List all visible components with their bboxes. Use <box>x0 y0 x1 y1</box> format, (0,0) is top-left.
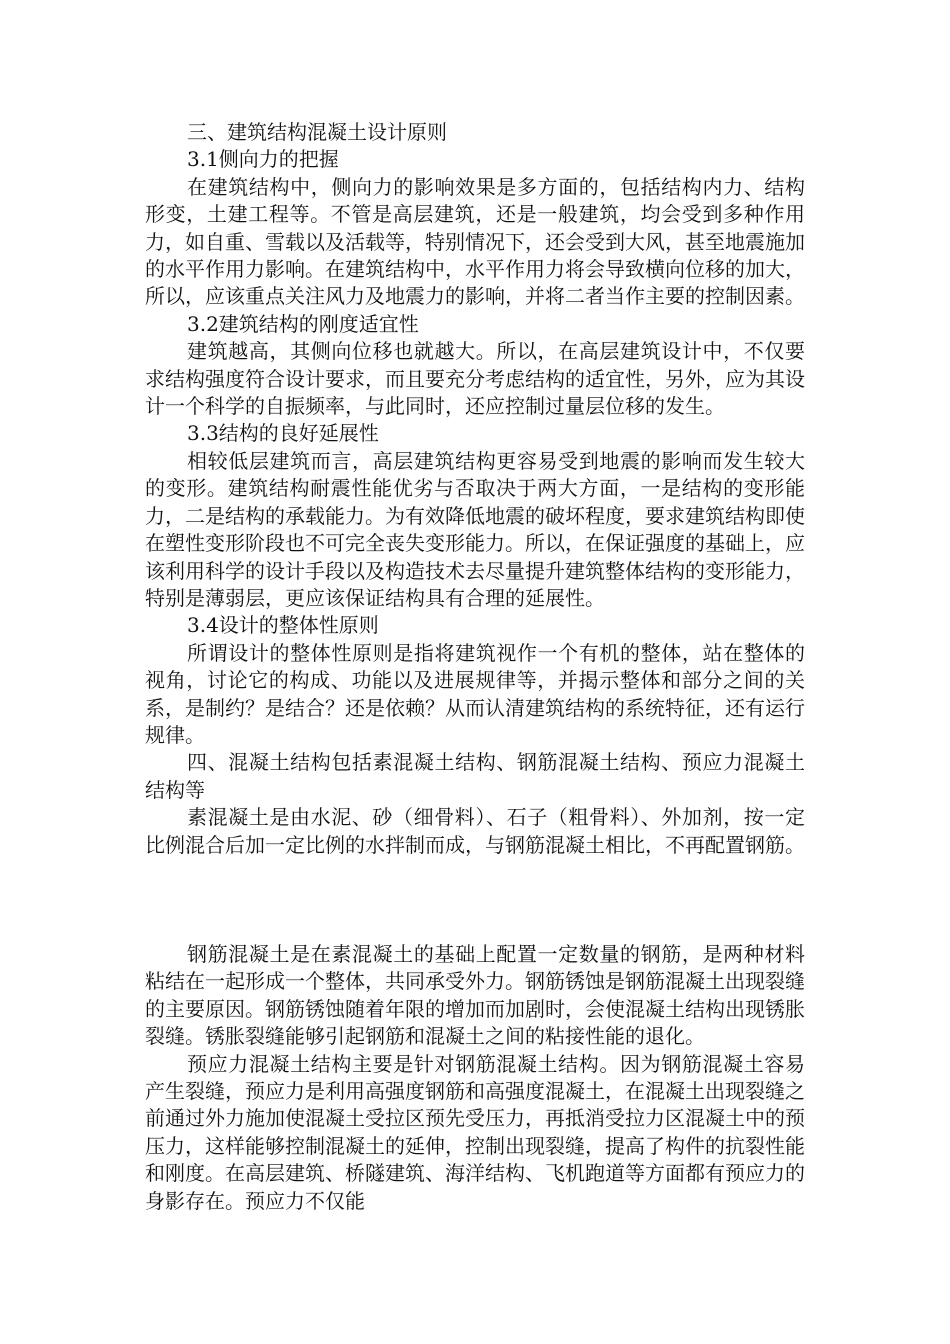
subsection-3-3-heading: 3.3结构的良好延展性 <box>187 421 379 446</box>
subsection-3-4-paragraph: 所谓设计的整体性原则是指将建筑视作一个有机的整体，站在整体的视角，讨论它的构成、功能以及进展规律等，并揭示整体和部分之间的关系，是制约？是结合？还是依赖？从而认清建筑结构的系统特征，还有运行规律。 <box>145 640 805 747</box>
subsection-3-4-heading: 3.4设计的整体性原则 <box>187 613 379 638</box>
section-4-heading: 四、混凝土结构包括素混凝土结构、钢筋混凝土结构、预应力混凝土结构等 <box>145 750 805 802</box>
subsection-3-2-heading: 3.2建筑结构的刚度适宜性 <box>187 311 419 336</box>
subsection-3-1-paragraph: 在建筑结构中，侧向力的影响效果是多方面的，包括结构内力、结构形变，土建工程等。不管是高层建筑，还是一般建筑，均会受到多种作用力，如自重、雪载以及活载等，特别情况下，还会受到大风，甚至地震施加的水平作用力影响。在建筑结构中，水平作用力将会导致横向位移的加大，所以，应该重点关注风力及地震力的影响，并将二者当作主要的控制因素。 <box>145 174 805 309</box>
subsection-3-1-heading: 3.1侧向力的把握 <box>187 147 339 172</box>
subsection-3-3-paragraph: 相较低层建筑而言，高层建筑结构更容易受到地震的影响而发生较大的变形。建筑结构耐震性能优劣与否取决于两大方面，一是结构的变形能力，二是结构的承载能力。为有效降低地震的破坏程度，要求建筑结构即使在塑性变形阶段也不可完全丧失变形能力。所以，在保证强度的基础上，应该利用科学的设计手段以及构造技术去尽量提升建筑整体结构的变形能力，特别是薄弱层，更应该保证结构具有合理的延展性。 <box>145 448 805 610</box>
document-body <box>145 119 805 1215</box>
plain-concrete-paragraph: 素混凝土是由水泥、砂（细骨料）、石子（粗骨料）、外加剂，按一定比例混合后加一定比例的水拌制而成，与钢筋混凝土相比，不再配置钢筋。 <box>145 805 805 857</box>
prestressed-concrete-paragraph: 预应力混凝土结构主要是针对钢筋混凝土结构。因为钢筋混凝土容易产生裂缝，预应力是利用高强度钢筋和高强度混凝土，在混凝土出现裂缝之前通过外力施加使混凝土受拉区预先受压力，再抵消受拉力区混凝土中的预压力，这样能够控制混凝土的延伸，控制出现裂缝，提高了构件的抗裂性能和刚度。在高层建筑、桥隧建筑、海洋结构、飞机跑道等方面都有预应力的身影存在。预应力不仅能 <box>145 1051 805 1213</box>
section-3-heading: 三、建筑结构混凝土设计原则 <box>187 120 447 144</box>
reinforced-concrete-paragraph: 钢筋混凝土是在素混凝土的基础上配置一定数量的钢筋，是两种材料粘结在一起形成一个整体，共同承受外力。钢筋锈蚀是钢筋混凝土出现裂缝的主要原因。钢筋锈蚀随着年限的增加而加剧时，会使混凝土结构出现锈胀裂缝。锈胀裂缝能够引起钢筋和混凝土之间的粘接性能的退化。 <box>145 941 805 1049</box>
subsection-3-2-paragraph: 建筑越高，其侧向位移也就越大。所以，在高层建筑设计中，不仅要求结构强度符合设计要求，而且要充分考虑结构的适宜性，另外，应为其设计一个科学的自振频率，与此同时，还应控制过量层位移的发生。 <box>145 339 805 419</box>
paragraph-gap <box>145 859 805 941</box>
